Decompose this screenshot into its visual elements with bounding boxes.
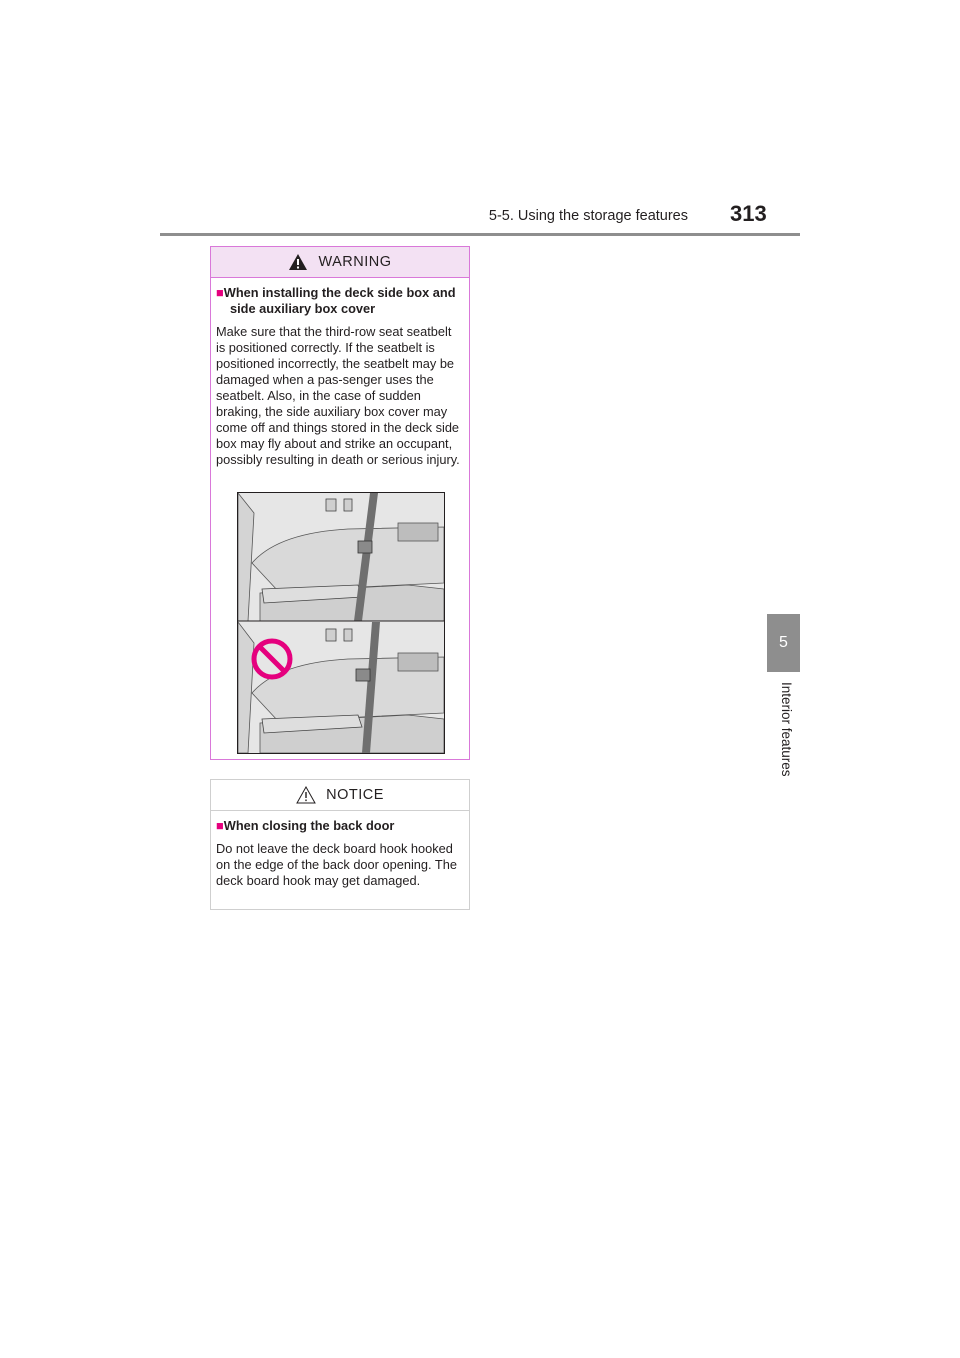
page-number: 313	[730, 201, 767, 226]
notice-item-heading-text: When closing the back door	[223, 818, 395, 833]
notice-header	[211, 780, 469, 811]
warning-triangle-icon	[288, 253, 308, 271]
notice-triangle-icon	[296, 786, 316, 804]
header-rule	[160, 233, 800, 236]
notice-item-heading	[216, 818, 464, 834]
warning-header	[211, 247, 469, 278]
notice-paragraph: Do not leave the deck board hook hooked on the edge of the back door opening. The deck board hook may get damaged.	[216, 841, 457, 888]
notice-body	[211, 811, 469, 889]
warning-title: WARNING	[318, 254, 392, 270]
bullet-square: ■	[216, 818, 224, 833]
warning-body	[211, 278, 469, 468]
warning-paragraph: Make sure that the third-row seat seatbelt is positioned correctly. If the seatbelt is positioned incorrectly, the seatbelt may be damaged when a pas-senger uses the seatbelt. Also, in the case of sudden braking, the side auxiliary box cover may come off and things stored in the deck side box may fly about and strike an occupant, possibly resulting in death or serious injury.	[216, 324, 460, 467]
seatbelt-illustration	[237, 492, 445, 754]
warning-box	[210, 246, 470, 760]
bullet-square: ■	[216, 285, 224, 300]
notice-box	[210, 779, 470, 910]
chapter-tab	[767, 614, 800, 672]
warning-item-heading-text: When installing the deck side box and side auxiliary box cover	[223, 285, 456, 316]
warning-item-heading	[216, 285, 464, 317]
chapter-number: 5	[779, 634, 788, 651]
notice-title: NOTICE	[326, 787, 384, 803]
section-title: 5-5. Using the storage features	[488, 208, 688, 224]
chapter-title: Interior features	[779, 682, 794, 777]
